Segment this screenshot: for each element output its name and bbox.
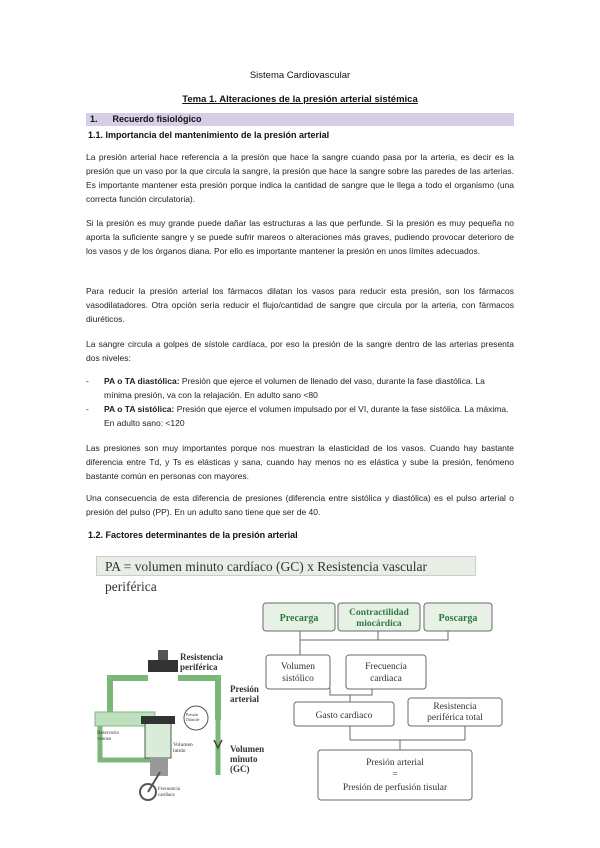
document-header: Sistema Cardiovascular <box>249 70 351 81</box>
text-frecuencia-1: Frecuencia <box>365 662 407 672</box>
list-text: Presión que ejerce el volumen de llenado del vaso, durante la fase diastólica. La mínima presión, va con la relajación. En adulto sano <80 <box>104 376 485 400</box>
text-contractilidad-2: miocárdica <box>356 619 402 629</box>
concept-boxes <box>263 603 502 800</box>
list-term: PA o TA diastólica: <box>104 376 180 386</box>
text-resultado-3: Presión de perfusión tisular <box>342 783 448 793</box>
text-contractilidad-1: Contractilidad <box>349 608 409 618</box>
hydraulic-model <box>95 650 264 800</box>
paragraph-1: La presión arterial hace referencia a la presión que hace la sangre cuando pasa por la arteria, es decir es la presión que un vaso por la que circula la sangre, la presión que hace la sangre sobre las paredes de las arterias. Es importante mantener esta presión porque indica la cantidad de sangre que le llega a todo el organismo (una correcta función circulatoria). <box>86 152 514 204</box>
label-reservorio-2: venoso <box>97 737 112 742</box>
paragraph-4: La sangre circula a golpes de sístole cardíaca, por eso la presión de la sangre dentro de las arterias presenta dos niveles: <box>86 339 514 363</box>
text-precarga: Precarga <box>279 613 319 624</box>
text-frecuencia-2: cardiaca <box>370 674 402 684</box>
text-poscarga: Poscarga <box>438 613 478 624</box>
label-frecuencia-2: cardiaca <box>158 793 175 798</box>
label-dial-2: Diástole <box>186 717 200 722</box>
paragraph-6: Una consecuencia de esta diferencia de presiones (diferencia entre sistólica y diastólica) es el pulso arterial o presión del pulso (PP). En un adulto sano tiene que ser de 40. <box>86 493 514 517</box>
text-resultado-1: Presión arterial <box>366 758 424 768</box>
resistance-knob <box>158 650 168 660</box>
label-frecuencia-1: Frecuencia <box>158 787 180 792</box>
section-number: 1. <box>90 114 98 124</box>
tema-title: Tema 1. Alteraciones de la presión arterial sistémica <box>182 94 418 105</box>
list-text: Presión que ejerce el volumen impulsado por el VI, durante la fase sistólica. La máxima. En adulto sano: <120 <box>104 404 509 428</box>
label-resistencia-1: Resistencia <box>180 652 223 662</box>
text-resistencia-total-1: Resistencia <box>433 702 477 712</box>
list-dash: - <box>86 404 89 414</box>
text-volumen-sistolico-1: Volumen <box>280 662 316 672</box>
pump-valve <box>141 716 175 724</box>
label-dial-1: Presión <box>186 712 198 717</box>
list-term: PA o TA sistólica: <box>104 404 175 414</box>
list-dash: - <box>86 376 89 386</box>
section-title: Recuerdo fisiológico <box>112 114 202 124</box>
formula-banner: PA = volumen minuto cardíaco (GC) x Resistencia vascular periférica <box>96 556 476 576</box>
text-volumen-sistolico-2: sistólico <box>282 674 314 684</box>
label-volumen-minuto-1: Volumen <box>230 744 265 754</box>
label-presion-1: Presión <box>230 684 259 694</box>
label-volumen-minuto-3: (GC) <box>230 764 250 774</box>
paragraph-2: Si la presión es muy grande puede dañar las estructuras a las que perfunde. Si la presión es muy pequeña no aporta la suficiente sangre y se puede sufrir mareos o alteraciones más graves, pudiendo provocar deterioro de los vasos y de los órganos diana. Por ello es importante mantener la presión en unos límites adecuados. <box>86 218 514 256</box>
label-volumen-minuto-2: minuto <box>230 754 258 764</box>
text-gasto: Gasto cardiaco <box>315 711 373 721</box>
label-volumen-latido-1: Volumen <box>173 742 193 748</box>
label-reservorio-1: Reservorio <box>97 731 119 736</box>
text-resistencia-total-2: periférica total <box>427 713 483 723</box>
label-resistencia-2: periférica <box>180 662 218 672</box>
label-volumen-latido-2: latido <box>173 748 186 754</box>
subsection-1-1-title: 1.1. Importancia del mantenimiento de la presión arterial <box>88 130 330 140</box>
text-resultado-2: = <box>392 770 398 780</box>
paragraph-3: Para reducir la presión arterial los fármacos dilatan los vasos para reducir esta presión, son los fármacos vasodilatadores. Otra opción sería reducir el flujo/cantidad de sangre que circula por la arteria, con fármacos diuréticos. <box>86 286 514 324</box>
paragraph-5: Las presiones son muy importantes porque nos muestran la elasticidad de los vasos. Cuando hay bastante diferencia entre Td, y Ts es elásticas y sana, cuando hay menos no es elástica y sube la presión, fenómeno bastante común en personas con mayores. <box>86 443 514 481</box>
resistance-valve <box>148 660 178 672</box>
subsection-1-2-title: 1.2. Factores determinantes de la presión arterial <box>88 530 298 540</box>
label-presion-2: arterial <box>230 694 259 704</box>
